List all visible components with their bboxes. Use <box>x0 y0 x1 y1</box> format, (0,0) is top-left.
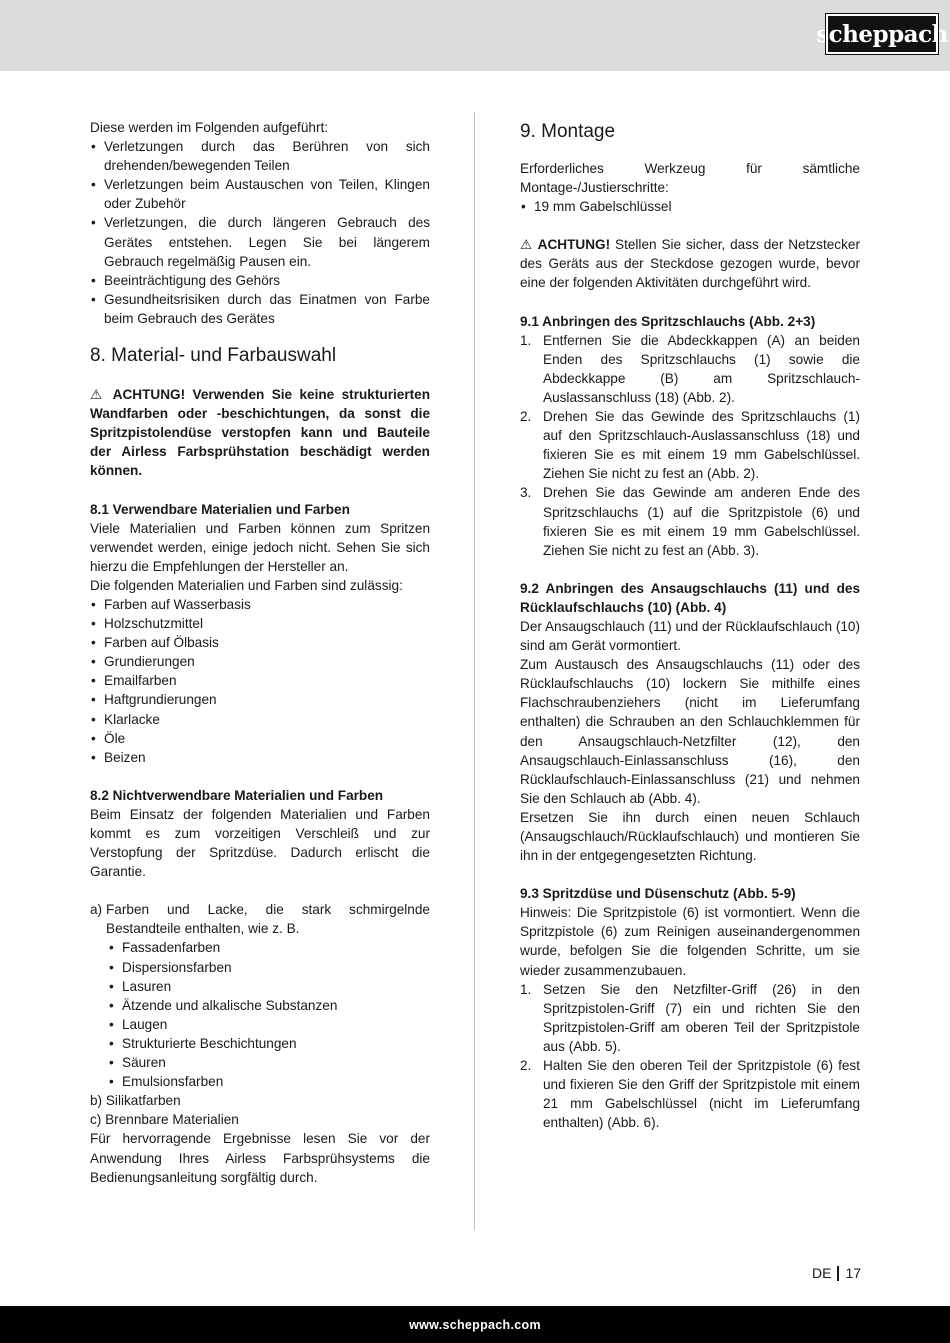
section-9-2-p1: Der Ansaugschlauch (11) und der Rücklaufschlauch (10) sind am Gerät vormontiert. <box>520 618 860 654</box>
list-item <box>520 407 860 483</box>
section-9-3-steps <box>520 980 860 1133</box>
list-item: • Beizen <box>90 748 430 767</box>
list-item <box>520 483 860 559</box>
list-item: • Klarlacke <box>90 710 430 729</box>
list-item: • Ätzende und alkalische Substanzen <box>90 996 430 1015</box>
section-8-warning: ⚠ ACHTUNG! Verwenden Sie keine strukturierten Wandfarben oder -beschichtungen, da sonst die Spritzpistolendüse verstopfen kann und Bauteile der Airless Farbsprühstation beschädigt werden können. <box>90 387 430 479</box>
scheppach-logo: scheppach <box>826 14 938 54</box>
risks-intro: Diese werden im Folgenden aufgeführt: <box>90 120 329 135</box>
list-item: • Gesundheitsrisiken durch das Einatmen von Farbe beim Gebrauch des Gerätes <box>90 290 430 328</box>
list-item: • Lasuren <box>90 977 430 996</box>
section-9-title: 9. Montage <box>520 121 616 142</box>
section-9-3-title: 9.3 Spritzdüse und Düsenschutz (Abb. 5-9) <box>520 886 796 902</box>
section-9-3-p1: Hinweis: Die Spritzpistole (6) ist vormontiert. Wenn die Spritzpistole (6) zum Reinigen auseinandergenommen wurde, befolgen Sie die folgenden Schritte, um sie wieder zusammenzubauen. <box>520 905 860 978</box>
column-divider <box>474 112 475 1230</box>
step-text: Entfernen Sie die Abdeckkappen (A) an beiden Enden des Spritzschlauchs (1) sowie die Abdeckkappe (B) am Spritzschlauch-Auslassanschluss (18) (Abb. 2). <box>543 332 860 405</box>
list-item: • Laugen <box>90 1015 430 1034</box>
list-item: • Holzschutzmittel <box>90 614 430 633</box>
section-8-2-closing: Für hervorragende Ergebnisse lesen Sie vor der Anwendung Ihres Airless Farbsprühsystems die Bedienungsanleitung sorgfältig durch. <box>90 1131 430 1185</box>
list-item <box>520 1056 860 1132</box>
section-9-tools: Erforderliches Werkzeug für sämtliche Montage-/Justierschritte: <box>520 161 860 196</box>
item-a <box>90 900 430 938</box>
list-item: • Beeinträchtigung des Gehörs <box>90 271 430 290</box>
step-text: Drehen Sie das Gewinde des Spritzschlauchs (1) auf den Spritzschlauch-Auslassanschluss (18) und fixieren Sie es mit einem 19 mm Gabelschlüssel. Ziehen Sie nicht zu fest an (Abb. 2). <box>543 409 860 482</box>
list-item: • Fassadenfarben <box>90 938 430 957</box>
section-9-2-p2: Zum Austausch des Ansaugschlauchs (11) oder des Rücklaufschlauchs (10) lockern Sie mithilfe eines Flachschraubenziehers (nicht im Lieferumfang enthalten) die Schrauben an den Schlauchklemmen für den Ansaugschlauch-Netzfilter (12), den Ansaugschlauch-Einlassanschluss (16), den Rücklaufschlauch-Einlassanschluss (21) und nehmen Sie den Schlauch ab (Abb. 4). <box>520 657 860 806</box>
step-number: 2. <box>520 1058 532 1074</box>
left-column <box>90 118 430 1187</box>
step-number: 1. <box>520 981 532 997</box>
section-8-2-title: 8.2 Nichtverwendbare Materialien und Farben <box>90 787 384 803</box>
warning-text: Stellen Sie sicher, dass der Netzstecker des Geräts aus der Steckdose gezogen wurde, bevor eine der folgenden Aktivitäten durchgeführt wird. <box>520 237 860 291</box>
section-9-1-title: 9.1 Anbringen des Spritzschlauchs (Abb. 2+3) <box>520 313 816 329</box>
item-b: b) Silikatfarben <box>90 1093 181 1109</box>
step-text: Drehen Sie das Gewinde am anderen Ende des Spritzschlauchs (1) auf die Spritzpistole (6) und fixieren Sie es mit einem 19 mm Gabelschlüssel. Ziehen Sie nicht zu fest an (Abb. 3). <box>543 485 860 558</box>
list-item: • Haftgrundierungen <box>90 690 430 709</box>
page-number <box>812 1265 861 1281</box>
list-item: • Verletzungen, die durch längeren Gebrauch des Gerätes entstehen. Legen Sie bei längerem Gebrauch regelmäßig Pausen ein. <box>90 213 430 270</box>
step-number: 2. <box>520 409 532 425</box>
step-text: Setzen Sie den Netzfilter-Griff (26) in den Spritzpistolen-Griff (7) ein und richten Sie den Spritzpistolen-Griff am oberen Teil der Spritzpistole aus (Abb. 5). <box>543 981 860 1054</box>
section-9-1-steps <box>520 331 860 560</box>
section-8-1-text: Viele Materialien und Farben können zum Spritzen verwendet werden, einige jedoch nicht. Sehen Sie sich hierzu die Empfehlungen der Hersteller an. <box>90 520 430 574</box>
list-item: • 19 mm Gabelschlüssel <box>520 197 860 216</box>
section-9-2-p3: Ersetzen Sie ihn durch einen neuen Schlauch (Ansaugschlauch/Rücklaufschlauch) und montieren Sie ihn in der entgegengesetzten Richtung. <box>520 809 860 864</box>
section-8-1-allowed: Die folgenden Materialien und Farben sind zulässig: <box>90 577 403 593</box>
section-8-1-title: 8.1 Verwendbare Materialien und Farben <box>90 501 350 517</box>
website-link[interactable]: www.scheppach.com <box>409 1317 541 1332</box>
list-item: • Emailfarben <box>90 671 430 690</box>
item-a-label: a) <box>90 902 103 918</box>
step-number: 1. <box>520 332 532 348</box>
section-9-2-title: 9.2 Anbringen des Ansaugschlauchs (11) und des Rücklaufschlauchs (10) (Abb. 4) <box>520 580 860 615</box>
list-item: • Grundierungen <box>90 652 430 671</box>
list-item: • Säuren <box>90 1053 430 1072</box>
section-8-2-text: Beim Einsatz der folgenden Materialien und Farben kommt es zum vorzeitigen Verschleiß und zur Verstopfung der Spritzdüse. Dadurch erlischt die Garantie. <box>90 806 430 880</box>
page-header <box>0 0 950 71</box>
list-item: • Strukturierte Beschichtungen <box>90 1034 430 1053</box>
list-item: • Verletzungen beim Austauschen von Teilen, Klingen oder Zubehör <box>90 175 430 213</box>
section-8-title: 8. Material- und Farbauswahl <box>90 345 337 367</box>
list-item: • Dispersionsfarben <box>90 958 430 977</box>
page-number-separator <box>837 1266 839 1281</box>
list-item: • Farben auf Wasserbasis <box>90 595 430 614</box>
allowed-materials-list <box>90 595 430 767</box>
page-number-value: 17 <box>845 1265 862 1281</box>
list-item: • Farben auf Ölbasis <box>90 633 430 652</box>
right-column <box>520 118 860 1132</box>
section-9-warning <box>520 235 860 292</box>
step-text: Halten Sie den oberen Teil der Spritzpistole (6) fest und fixieren Sie den Griff der Spritzpistole mit einem 21 mm Gabelschlüssel (nicht im Lieferumfang enthalten) (Abb. 6). <box>543 1058 860 1131</box>
list-item <box>520 980 860 1056</box>
list-item: • Verletzungen durch das Berühren von sich drehenden/bewegenden Teilen <box>90 137 430 175</box>
page-footer <box>0 1306 950 1343</box>
list-item: • Emulsionsfarben <box>90 1072 430 1091</box>
risks-list <box>90 137 430 328</box>
tools-list <box>520 197 860 216</box>
abrasive-materials-list <box>90 938 430 1091</box>
item-c: c) Brennbare Materialien <box>90 1112 239 1128</box>
item-a-text: Farben und Lacke, die stark schmirgelnde Bestandteile enthalten, wie z. B. <box>106 902 430 937</box>
step-number: 3. <box>520 485 532 501</box>
page-language: DE <box>812 1265 832 1281</box>
warning-label: ⚠ ACHTUNG! <box>520 237 611 253</box>
list-item: • Öle <box>90 729 430 748</box>
list-item <box>520 331 860 407</box>
